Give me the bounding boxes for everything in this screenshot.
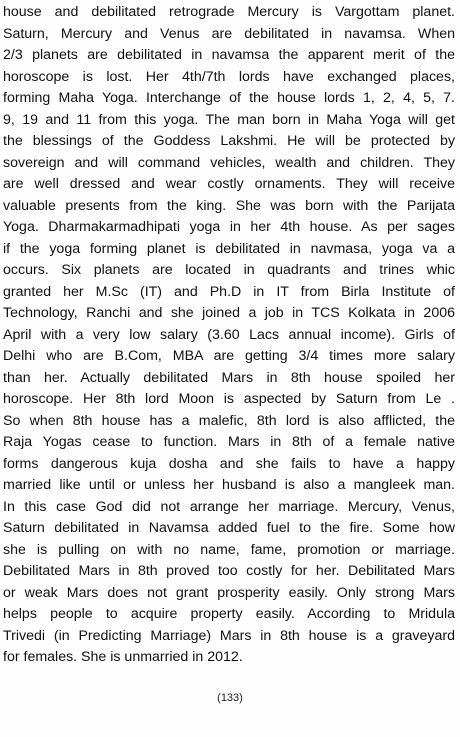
page-number: (133)	[217, 692, 243, 704]
text-line: forms dangerous kuja dosha and she fails to have a happy	[3, 455, 455, 472]
text-line: horoscope. Her 8th lord Moon is aspected by Saturn from Le .	[3, 391, 455, 407]
text-line: house and debilitated retrograde Mercury is Vargottam planet.	[3, 4, 455, 20]
text-line: she is pulling on with no name, fame, promotion or marriage.	[3, 541, 455, 558]
text-line: Saturn, Mercury and Venus are debilitated in navamsa. When	[3, 25, 455, 42]
text-line: the blessings of the Goddess Lakshmi. He will be protected by	[3, 133, 455, 149]
text-line: horoscope is lost. Her 4th/7th lords have exchanged places,	[3, 68, 455, 85]
text-line: or weak Mars does not grant prosperity easily. Only strong Mars	[3, 584, 455, 601]
text-line: are well dressed and wear costly ornaments. They will receive	[3, 176, 455, 192]
text-line: April with a very low salary (3.60 Lacs annual income). Girls of	[3, 326, 455, 343]
text-line: if the yoga forming planet is debilitated in navmasa, yoga va a	[3, 240, 455, 257]
text-line: occurs. Six planets are located in quadrants and trines whic	[3, 262, 455, 278]
text-line: for females. She is unmarried in 2012.	[3, 649, 243, 665]
text-line: Delhi who are B.Com, MBA are getting 3/4 times more salary	[3, 348, 455, 364]
text-line: Saturn debilitated in Navamsa added fuel to the fire. Some how	[3, 520, 455, 536]
body-text	[3, 2, 455, 669]
text-line: 2/3 planets are debilitated in navamsa the apparent merit of the	[3, 47, 455, 63]
text-line: helps people to acquire property easily. According to Mridula	[3, 606, 455, 622]
text-line: Yoga. Dharmakarmadhipati yoga in her 4th house. As per sages	[3, 219, 455, 235]
text-line: than her. Actually debilitated Mars in 8th house spoiled her	[3, 369, 455, 386]
text-line: 9, 19 and 11 from this yoga. The man born in Maha Yoga will get	[3, 111, 455, 128]
text-line: granted her M.Sc (IT) and Ph.D in IT from Birla Institute of	[3, 283, 455, 300]
text-line: Raja Yogas cease to function. Mars in 8th of a female native	[3, 434, 455, 450]
text-line: valuable presents from the king. She was born with the Parijata	[3, 197, 455, 214]
text-line: married like until or unless her husband is also a mangleek man.	[3, 477, 455, 493]
text-line: forming Maha Yoga. Interchange of the house lords 1, 2, 4, 5, 7.	[3, 90, 455, 106]
text-line: Technology, Ranchi and she joined a job in TCS Kolkata in 2006	[3, 305, 455, 321]
text-line: So when 8th house has a malefic, 8th lord is also afflicted, the	[3, 412, 455, 429]
text-line: Debilitated Mars in 8th proved too costly for her. Debilitated Mars	[3, 563, 455, 579]
text-line: sovereign and will command vehicles, wealth and children. They	[3, 154, 455, 171]
text-line: Trivedi (in Predicting Marriage) Mars in 8th house is a graveyard	[3, 627, 455, 644]
text-line: In this case God did not arrange her marriage. Mercury, Venus,	[3, 498, 455, 515]
